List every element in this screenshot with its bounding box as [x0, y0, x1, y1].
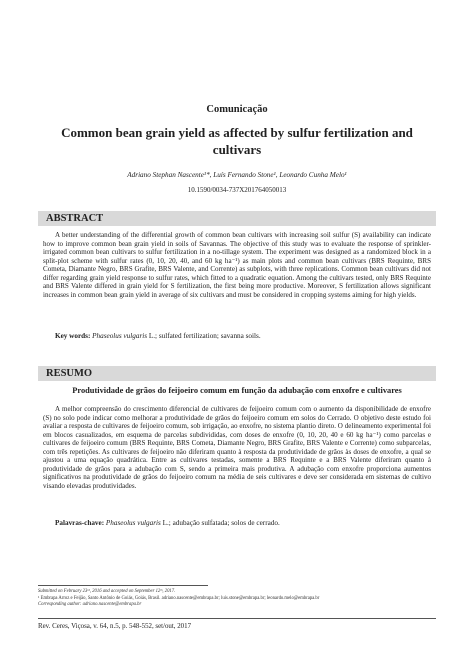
journal-citation: Rev. Ceres, Viçosa, v. 64, n.5, p. 548-552, set/out, 2017: [38, 623, 192, 630]
keywords-label: Key words:: [55, 332, 91, 340]
keywords-rest: L.; sulfated fertilization; savanna soils.: [147, 332, 261, 340]
palavras-chave-label: Palavras-chave:: [55, 519, 105, 527]
article-title: Common bean grain yield as affected by sulfur fertilization and cultivars: [61, 125, 413, 157]
resumo-title: Produtividade de grãos do feijoeiro comum em função da adubação com enxofre e cultivares: [72, 386, 402, 395]
resumo-heading: RESUMO: [38, 366, 436, 381]
doi[interactable]: 10.1590/0034-737X201764050013: [187, 186, 287, 194]
authors: Adriano Stephan Nascente¹*, Luís Fernando Stone¹, Leonardo Cunha Melo¹: [127, 171, 347, 179]
footnote-submitted: Submitted on February 23ʳᵈ, 2016 and accepted on September 12ᵗʰ, 2017.: [38, 589, 176, 594]
footnote-affiliation: ¹ Embrapa Arroz e Feijão, Santo Antônio de Goiás, Goiás, Brasil. adriano.nascente@embrapa.br; luis.stone@embrapa.br; leonardo.melo@embrapa.br: [38, 596, 320, 601]
footnote-divider: [38, 585, 208, 586]
resumo-body: A melhor compreensão do crescimento diferencial de cultivares de feijoeiro comum com o aumento da disponibilidade de enxofre (S) no solo pode indicar como melhorar a produtividade de grãos do feijoeiro comum em solos do Cerrado. O objetivo deste estudo foi avaliar a resposta de cultivares de feijoeiro comum, sob irrigação, ao enxofre, no sistema plantio direto. O delineamento experimental foi em blocos casualizados, em esquema de parcelas subdivididas, com doses de enxofre (0, 10, 20, 40 e 60 kg ha⁻¹) como parcelas e cultivares de feijoeiro comum (BRS Requinte, BRS Cometa, Diamante Negro, BRS Grafite, BRS Valente e Corrente) como subparcelas, com três repetições. As cultivares de feijoeiro não diferiram quanto à resposta da produtividade de grãos às doses de enxofre, a qual se ajustou a uma equação quadrática. Entre as cultivares testadas, somente a BRS Requinte e a BRS Valente diferiram quanto à produtividade de grãos para a adubação com S, sendo a primeira mais produtiva. A adubação com enxofre proporciona aumentos significativos na produtividade de grãos do feijoeiro comum na média de seis cultivares e deve ser considerada em sistemas de cultivo visando elevadas produtividades.: [43, 405, 431, 490]
abstract-heading: ABSTRACT: [38, 211, 436, 226]
abstract-keywords: [55, 332, 261, 340]
resumo-keywords: [55, 519, 280, 527]
journal-divider: [38, 618, 436, 619]
palavras-chave-species: Phaseolus vulgaris: [105, 519, 161, 527]
footnote-corresponding: Corresponding author: adriano.nascente@embrapa.br: [38, 602, 142, 607]
palavras-chave-rest: L.; adubação sulfatada; solos de cerrado.: [160, 519, 280, 527]
keywords-species: Phaseolus vulgaris: [92, 332, 148, 340]
abstract-body: A better understanding of the differential growth of common bean cultivars with increasing soil sulfur (S) availability can indicate how to improve common bean grain yield in soils of Savannas. The objective of this study was to evaluate the response of sprinkler-irrigated common bean cultivars to sulfur fertilization in a no-tillage system. The experiment was designed as a randomized block in a split-plot scheme with sulfur rates (0, 10, 20, 40, and 60 kg ha⁻¹) as main plots and common bean cultivars (BRS Requinte, BRS Cometa, Diamante Negro, BRS Grafite, BRS Valente, and Corrente) as subplots, with three replications. Common bean cultivars did not differ regarding grain yield response to sulfur rates, which fitted to a quadratic equation. Among the cultivars tested, only BRS Requinte and BRS Valente differed in grain yield for S fertilization, the first being more productive. Moreover, S fertilization allows significant increases in common bean grain yield in average of six cultivars and must be considered in cropping systems aiming for high yields.: [43, 231, 431, 299]
section-label: Comunicação: [206, 104, 268, 115]
